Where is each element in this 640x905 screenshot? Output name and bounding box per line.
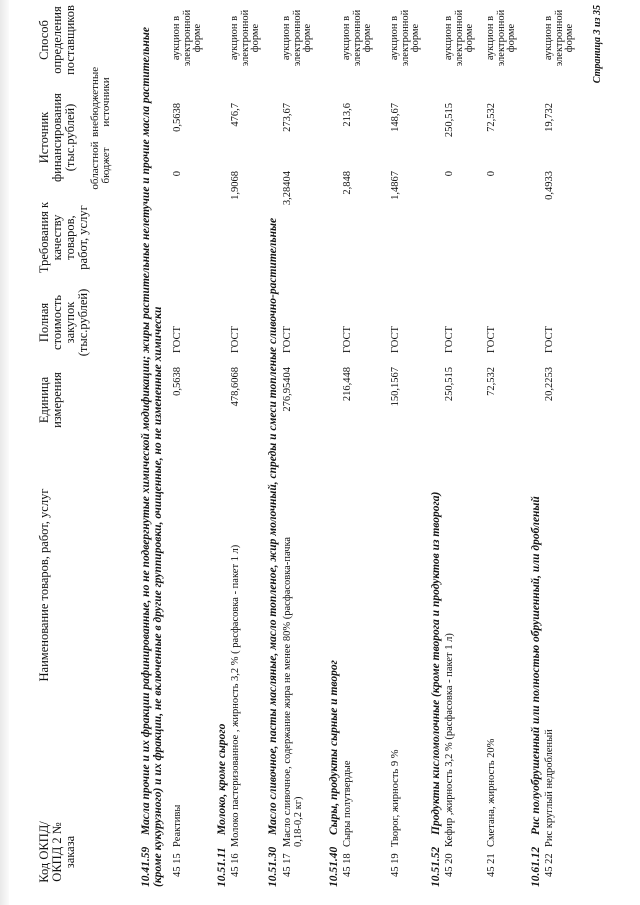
category-code: 10.61.12 — [530, 846, 542, 887]
row-quality: ГОСТ — [230, 326, 241, 353]
row-name: Сметана, жирность 20% — [486, 738, 497, 847]
category-title: Рис полуобрушенный или полностью обрушенный, или дробленый — [530, 496, 542, 835]
row-name: Творог, жирность 9 % — [390, 749, 401, 847]
row-order-number: 45 19 — [390, 853, 401, 877]
row-order-number: 45 18 — [342, 853, 353, 877]
row-order-number: 45 15 — [172, 853, 183, 877]
row-name: Молоко пастеризованное , жирность 3,2 % ( расфасовка - пакет 1 л) — [230, 544, 241, 847]
row-method: аукцион в электронной форме — [341, 9, 373, 67]
category-heading — [267, 17, 279, 887]
category-title: Молоко, кроме сырого — [216, 723, 228, 835]
category-code: 10.51.30 — [267, 846, 279, 887]
header-unit: Единица измерения — [37, 372, 64, 428]
category-heading — [216, 17, 228, 887]
category-heading — [530, 17, 542, 887]
row-method: аукцион в электронной форме — [389, 9, 421, 67]
category-title: Сыры, продукты сырные и творог — [328, 660, 340, 835]
category-title: Масла прочие и их фракции рафинированные, но не подвергнутые химической модификации; жиры растительные нелетучие и прочие масла растительные (кроме кукурузного) и их фракции, не включенные в другие группировки, очищенные, но не измененные химически — [140, 26, 164, 887]
row-extra: 213,6 — [342, 103, 353, 127]
row-method: аукцион в электронной форме — [443, 9, 475, 67]
row-extra: 0,5638 — [172, 103, 183, 132]
category-code: 10.51.52 — [430, 846, 442, 887]
category-title: Продукты кисломолочные (кроме творога и продуктов из творога) — [430, 491, 442, 835]
row-quality: ГОСТ — [390, 326, 401, 353]
row-method: аукцион в электронной форме — [229, 9, 261, 67]
row-cost: 478,6068 — [230, 367, 241, 407]
header-name: Наименование товаров, работ, услуг — [37, 488, 51, 682]
row-budget: 1,9068 — [230, 171, 241, 200]
header-financing: Источник финансирования (тыс.рублей) — [37, 93, 77, 182]
row-cost: 20,2253 — [544, 367, 555, 402]
row-extra: 19,732 — [544, 103, 555, 132]
table-row — [486, 0, 526, 905]
row-method: аукцион в электронной форме — [281, 9, 313, 67]
row-cost: 0,5638 — [172, 367, 183, 396]
header-budget: областной бюджет — [89, 141, 112, 190]
row-quality: ГОСТ — [172, 326, 183, 353]
row-cost: 72,532 — [486, 367, 497, 396]
table-row — [544, 0, 584, 905]
row-quality: ГОСТ — [486, 326, 497, 353]
row-budget: 0 — [172, 171, 183, 177]
row-budget: 0 — [486, 171, 497, 177]
header-cost: Полная стоимость закупок (тыс.рублей) — [37, 288, 90, 357]
row-name: Сыры полутвердые — [342, 760, 353, 847]
row-budget: 1,4867 — [390, 171, 401, 200]
page-number: Страница 3 из 35 — [592, 5, 603, 84]
row-quality: ГОСТ — [342, 326, 353, 353]
row-budget: 3,28404 — [282, 171, 293, 206]
header-quality: Требования к качеству товаров, работ, услуг — [37, 201, 90, 274]
row-quality: ГОСТ — [444, 326, 455, 353]
row-extra: 476,7 — [230, 103, 241, 127]
row-name: Реактивы — [172, 804, 183, 847]
category-title: Масло сливочное, пасты масляные, масло топленое, жир молочный, спреды и смеси топленые сливочно-растительные — [267, 217, 279, 835]
row-name: Рис круглый недробленый — [544, 729, 555, 847]
row-name: Кефир ,жирность 3,2 % (расфасовка - пакет 1 л) — [444, 633, 455, 847]
row-cost: 216,448 — [342, 367, 353, 402]
row-order-number: 45 20 — [444, 853, 455, 877]
row-order-number: 45 16 — [230, 853, 241, 877]
category-heading — [430, 17, 442, 887]
row-extra: 250,515 — [444, 103, 455, 138]
category-code: 10.51.11 — [216, 847, 228, 887]
row-extra: 273,67 — [282, 103, 293, 132]
table-row — [342, 0, 382, 905]
row-cost: 150,1567 — [390, 367, 401, 407]
header-method: Способ определения поставщиков — [37, 5, 77, 75]
category-heading — [140, 17, 164, 887]
row-name: Масло сливочное, содержание жира не менее 80% (расфасовка-пачка 0,18-0,2 кг) — [282, 536, 304, 847]
row-cost: 250,515 — [444, 367, 455, 402]
header-code: Код ОКПД/ ОКПД 2 № заказа — [37, 821, 77, 883]
row-extra: 72,532 — [486, 103, 497, 132]
row-cost: 276,95404 — [282, 367, 293, 412]
row-order-number: 45 17 — [282, 853, 293, 877]
row-order-number: 45 21 — [486, 853, 497, 877]
row-order-number: 45 22 — [544, 853, 555, 877]
table-row — [172, 0, 212, 905]
row-budget: 2,848 — [342, 171, 353, 195]
row-budget: 0,4933 — [544, 171, 555, 200]
row-extra: 148,67 — [390, 103, 401, 132]
header-extra: внебюджетные источники — [89, 66, 112, 137]
table-row — [444, 0, 484, 905]
row-budget: 0 — [444, 171, 455, 177]
row-method: аукцион в электронной форме — [543, 9, 575, 67]
category-code: 10.41.59 — [140, 846, 152, 887]
row-method: аукцион в электронной форме — [485, 9, 517, 67]
category-code: 10.51.40 — [328, 846, 340, 887]
row-method: аукцион в электронной форме — [171, 9, 203, 67]
row-quality: ГОСТ — [544, 326, 555, 353]
category-heading — [328, 17, 340, 887]
table-row — [390, 0, 430, 905]
row-quality: ГОСТ — [282, 326, 293, 353]
table-row — [282, 0, 322, 905]
table-row — [230, 0, 270, 905]
